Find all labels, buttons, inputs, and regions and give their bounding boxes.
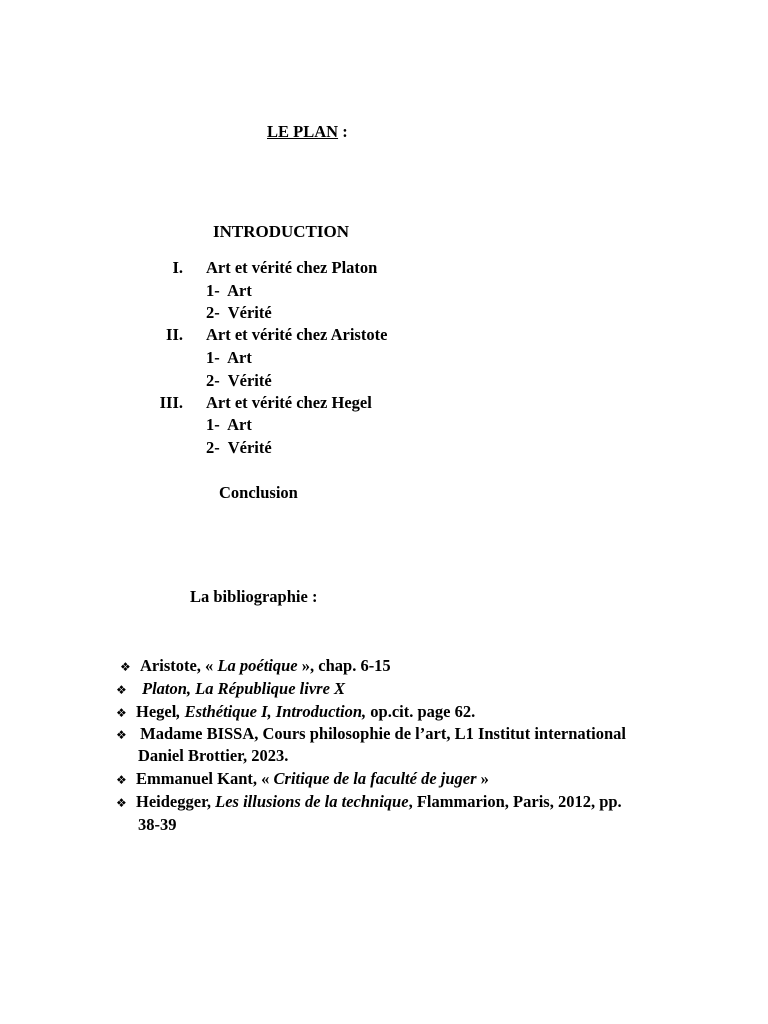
diamond-bullet-icon: ❖ bbox=[116, 728, 127, 742]
sub-item-number: 2- bbox=[206, 438, 220, 457]
sub-item bbox=[206, 371, 272, 391]
bibliography-entry: ❖ Aristote, « La poétique », chap. 6-15 bbox=[120, 656, 391, 675]
diamond-bullet-icon: ❖ bbox=[116, 773, 127, 787]
bibliography-entry-continuation: Daniel Brottier, 2023. bbox=[138, 746, 289, 765]
sub-item bbox=[206, 281, 252, 301]
sub-item-label: Vérité bbox=[227, 438, 272, 457]
part-numeral: III. bbox=[159, 393, 183, 412]
sub-item-label: Art bbox=[227, 415, 252, 434]
sub-item-label: Art bbox=[227, 281, 252, 300]
part-heading-1 bbox=[143, 258, 377, 278]
sub-item bbox=[206, 348, 252, 368]
sub-item-number: 1- bbox=[206, 348, 220, 367]
bibliography-entry: ❖ Hegel, Esthétique I, Introduction, op.cit. page 62. bbox=[116, 702, 476, 721]
bibliography-entry: ❖ Madame BISSA, Cours philosophie de l’art, L1 Institut international bbox=[116, 724, 627, 743]
sub-item-number: 2- bbox=[206, 371, 220, 390]
part-heading-2 bbox=[143, 325, 387, 345]
part-title: Art et vérité chez Hegel bbox=[206, 393, 372, 412]
sub-item-label: Art bbox=[227, 348, 252, 367]
plan-title bbox=[267, 122, 348, 142]
sub-item bbox=[206, 303, 272, 323]
diamond-bullet-icon: ❖ bbox=[116, 706, 127, 720]
part-title: Art et vérité chez Platon bbox=[206, 258, 378, 277]
bibliography-entry: ❖ Platon, La République livre X bbox=[116, 679, 346, 698]
bibliography-heading: La bibliographie : bbox=[190, 587, 318, 606]
bibliography-entry: ❖ Emmanuel Kant, « Critique de la faculté de juger » bbox=[116, 769, 489, 788]
conclusion-heading: Conclusion bbox=[219, 483, 298, 502]
introduction-heading: INTRODUCTION bbox=[213, 222, 350, 241]
diamond-bullet-icon: ❖ bbox=[116, 683, 127, 697]
sub-item-number: 1- bbox=[206, 281, 220, 300]
part-numeral: II. bbox=[166, 325, 183, 344]
bibliography-entry: ❖ Heidegger, Les illusions de la technique, Flammarion, Paris, 2012, pp. bbox=[116, 792, 622, 811]
sub-item-number: 2- bbox=[206, 303, 220, 322]
part-numeral: I. bbox=[172, 258, 183, 277]
sub-item bbox=[206, 415, 252, 435]
part-title: Art et vérité chez Aristote bbox=[206, 325, 388, 344]
sub-item-label: Vérité bbox=[227, 303, 272, 322]
plan-title-suffix: : bbox=[338, 122, 348, 141]
plan-title-text: LE PLAN bbox=[267, 122, 339, 141]
diamond-bullet-icon: ❖ bbox=[116, 796, 127, 810]
bibliography-entry-continuation: 38-39 bbox=[138, 815, 177, 834]
sub-item bbox=[206, 438, 272, 458]
part-heading-3 bbox=[143, 393, 372, 413]
sub-item-number: 1- bbox=[206, 415, 220, 434]
sub-item-label: Vérité bbox=[227, 371, 272, 390]
diamond-bullet-icon: ❖ bbox=[120, 660, 131, 674]
